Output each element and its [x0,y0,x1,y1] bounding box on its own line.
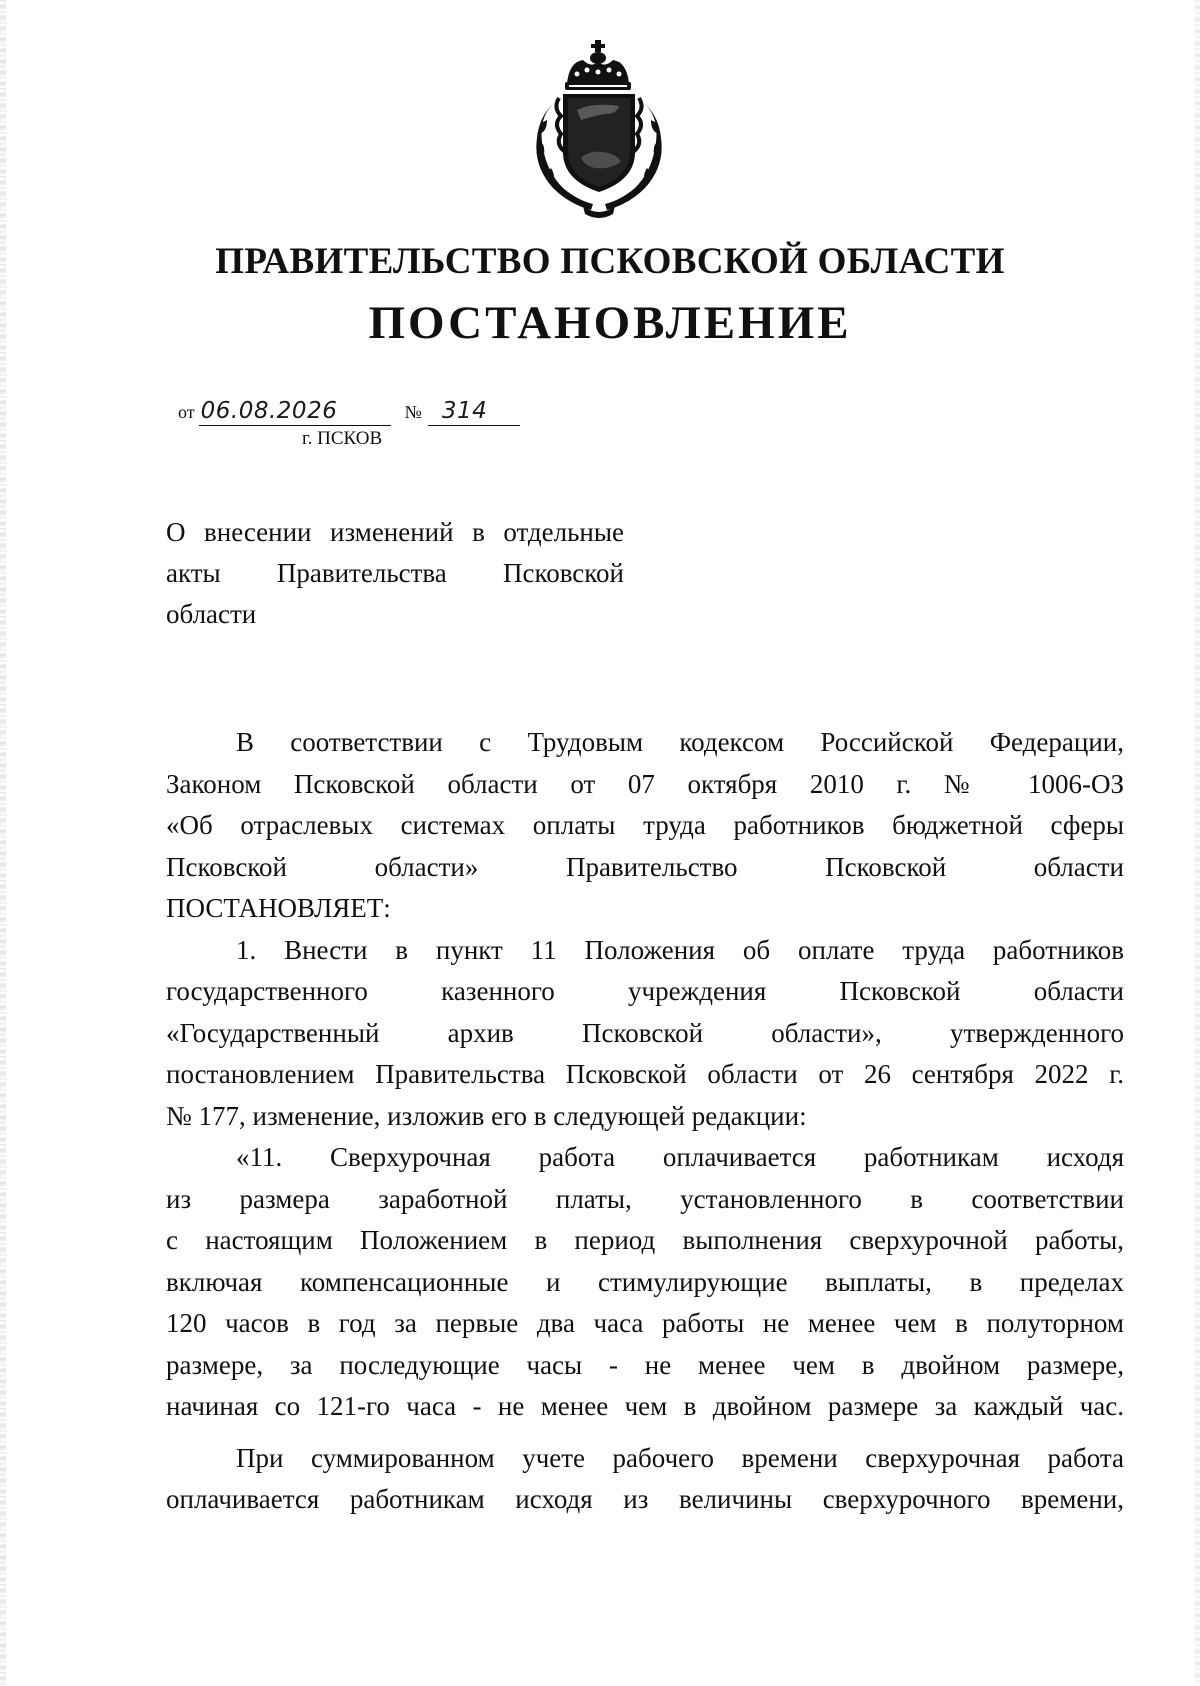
body-line: включая компенсационные и стимулирующие выплаты, в пределах [166,1266,1124,1297]
body-line: размере, за последующие часы - не менее чем в двойном размере, [166,1349,1124,1380]
preamble-paragraph [166,722,1124,930]
body-line: оплачивается работникам исходя из величины сверхурочного времени, [166,1484,1124,1514]
body-line: начиная со 121-го часа - не менее чем в двойном размере за каждый час. [166,1391,1124,1421]
subject-line: акты Правительства Псковской [166,558,624,588]
document-subject [166,512,624,635]
body-line: «11. Сверхурочная работа оплачивается работникам исходя [236,1142,1124,1172]
body-line: из размера заработной платы, установленного в соответствии [166,1183,1124,1214]
body-line: 120 часов в год за первые два часа работы не менее чем в полуторном [166,1308,1124,1338]
document-body [166,722,1124,1521]
body-line: «Государственный архив Псковской области», утвержденного [166,1017,1124,1048]
body-line: Псковской области» Правительство Псковской области [166,851,1124,882]
body-line: № 177, изменение, изложив его в следующей редакции: [166,1100,807,1131]
item-1-paragraph [166,930,1124,1138]
subject-line: О внесении изменений в отдельные [166,517,624,547]
date-prefix: от [178,402,195,422]
body-line: «Об отраслевых системах оплаты труда работников бюджетной сферы [166,810,1124,840]
city-label: г. ПСКОВ [302,428,383,449]
number-label: № [404,402,422,422]
date-number-line [178,398,520,426]
body-line: ПОСТАНОВЛЯЕТ: [166,893,391,923]
organization-title: ПРАВИТЕЛЬСТВО ПСКОВСКОЙ ОБЛАСТИ [215,241,1005,282]
subject-line: области [166,599,257,629]
document-type-heading: ПОСТАНОВЛЕНИЕ [368,297,852,349]
body-line: 1. Внести в пункт 11 Положения об оплате труда работников [236,934,1124,965]
number-field [428,398,520,426]
body-line: с настоящим Положением в период выполнения сверхурочной работы, [166,1225,1124,1255]
quoted-clause-paragraph [166,1137,1124,1428]
date-field [199,398,391,426]
body-line: государственного казенного учреждения Псковской области [166,976,1124,1006]
date-value: 06.08.2026 [200,398,338,424]
pskov-coat-of-arms-icon [533,40,665,218]
body-line: постановлением Правительства Псковской области от 26 сентября 2022 г. [166,1059,1124,1089]
body-line: Законом Псковской области от 07 октября 2010 г. № 1006-ОЗ [166,768,1124,799]
summary-paragraph [166,1438,1124,1521]
body-line: В соответствии с Трудовым кодексом Российской Федерации, [236,727,1124,757]
number-value: 314 [441,398,488,424]
body-line: При суммированном учете рабочего времени сверхурочная работа [236,1442,1124,1473]
